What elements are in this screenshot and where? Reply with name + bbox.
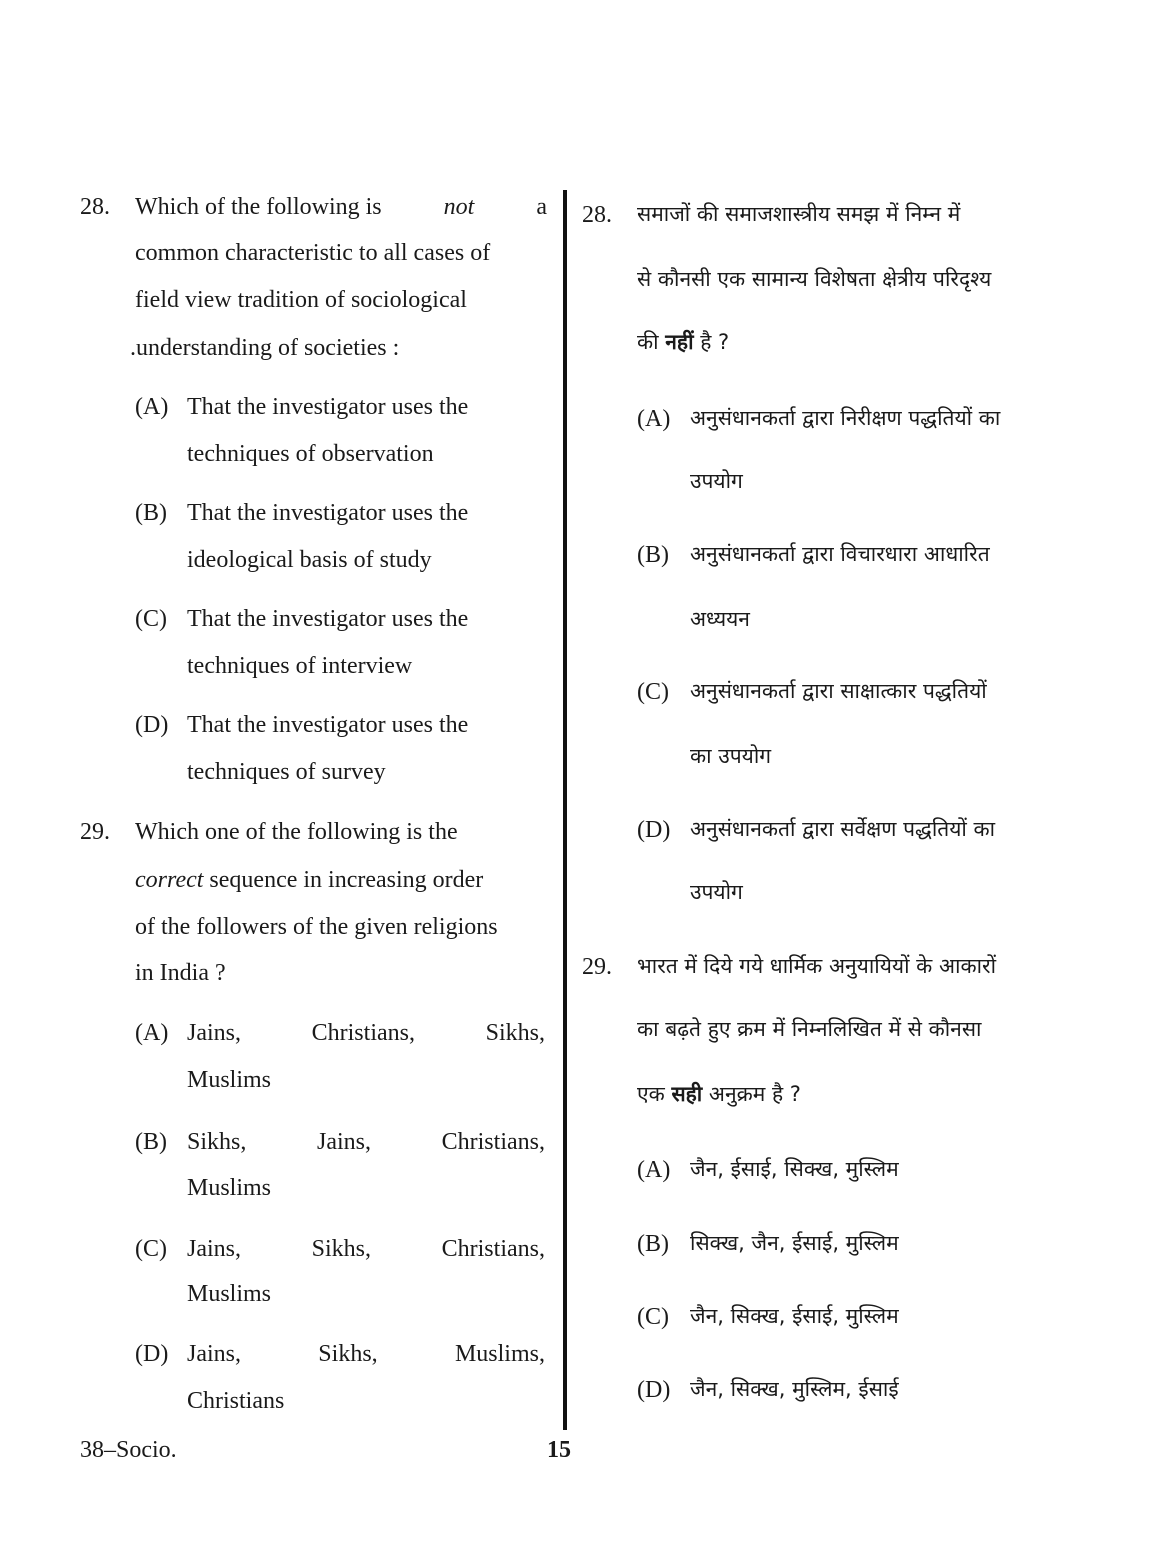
- option-label: (B): [637, 1231, 669, 1257]
- option-text: techniques of observation: [187, 441, 434, 467]
- option-text: सिक्ख, जैन, ईसाई, मुस्लिम: [690, 1231, 899, 1255]
- option-label: (A): [637, 1157, 671, 1183]
- english-column: [0, 0, 560, 1548]
- option-text: जैन, ईसाई, सिक्ख, मुस्लिम: [690, 1157, 899, 1181]
- option-text: Christians: [187, 1388, 285, 1414]
- option-words: Sikhs, Jains, Christians,: [187, 1129, 545, 1155]
- column-divider: [563, 190, 567, 1430]
- option-words: Jains, Sikhs, Christians,: [187, 1236, 545, 1262]
- option-text: That the investigator uses the: [187, 712, 469, 738]
- question-29-hindi-line-3: एक सही अनुक्रम है ?: [637, 1082, 801, 1106]
- booklet-code: 38–Socio.: [80, 1437, 177, 1463]
- question-28-number: 28.: [80, 194, 110, 220]
- emphasis-not: not: [443, 194, 475, 220]
- option-text: Muslims: [187, 1067, 272, 1093]
- option-text: अनुसंधानकर्ता द्वारा विचारधारा आधारित: [690, 542, 990, 566]
- option-label: (C): [637, 679, 669, 705]
- question-29-stem-line-4: in India ?: [135, 960, 226, 986]
- question-29-hindi-line-2: का बढ़ते हुए क्रम में निम्नलिखित में से कौनसा: [637, 1017, 982, 1041]
- option-text: उपयोग: [690, 469, 743, 493]
- option-text: अनुसंधानकर्ता द्वारा सर्वेक्षण पद्धतियों का: [690, 817, 996, 841]
- question-28-hindi-line-3: की नहीं है ?: [637, 330, 730, 354]
- option-label: (B): [637, 542, 669, 568]
- option-label: (A): [135, 394, 169, 420]
- page-number: 15: [547, 1437, 571, 1463]
- option-label: (B): [135, 1129, 167, 1155]
- emphasis-sahi: सही: [671, 1082, 703, 1106]
- emphasis-nahin: नहीं: [665, 330, 694, 354]
- option-text: उपयोग: [690, 880, 743, 904]
- option-text: अध्ययन: [690, 607, 750, 631]
- option-text: That the investigator uses the: [187, 606, 469, 632]
- question-29-stem-line-1: Which one of the following is the: [135, 819, 458, 845]
- option-text: That the investigator uses the: [187, 500, 469, 526]
- option-text: techniques of interview: [187, 653, 413, 679]
- question-28-hindi-line-2: से कौनसी एक सामान्य विशेषता क्षेत्रीय परिदृश्य: [637, 267, 992, 291]
- question-28-stem-line-4: .understanding of societies :: [130, 335, 400, 361]
- option-label: (B): [135, 500, 167, 526]
- question-29-hindi-line-1: भारत में दिये गये धार्मिक अनुयायियों के आकारों: [637, 954, 997, 978]
- option-label: (C): [637, 1304, 669, 1330]
- option-words: Jains, Christians, Sikhs,: [187, 1020, 545, 1046]
- option-label: (C): [135, 1236, 167, 1262]
- question-29-stem-line-3: of the followers of the given religions: [135, 914, 498, 940]
- question-28-number-hindi: 28.: [582, 202, 612, 228]
- option-label: (D): [135, 712, 169, 738]
- option-text: ideological basis of study: [187, 547, 432, 573]
- option-label: (C): [135, 606, 167, 632]
- option-text: का उपयोग: [690, 744, 772, 768]
- option-text: जैन, सिक्ख, मुस्लिम, ईसाई: [690, 1377, 899, 1401]
- question-29-number: 29.: [80, 819, 110, 845]
- option-text: That the investigator uses the: [187, 394, 469, 420]
- question-28-stem-line-3: field view tradition of sociological: [135, 287, 467, 313]
- option-text: techniques of survey: [187, 759, 386, 785]
- option-text: जैन, सिक्ख, ईसाई, मुस्लिम: [690, 1304, 899, 1328]
- option-label: (D): [637, 1377, 671, 1403]
- question-29-stem-line-2: correct sequence in increasing order: [135, 867, 484, 893]
- option-label: (D): [135, 1341, 169, 1367]
- question-28-stem-line-2: common characteristic to all cases of: [135, 240, 491, 266]
- option-label: (D): [637, 817, 671, 843]
- option-words: Jains, Sikhs, Muslims,: [187, 1341, 545, 1367]
- emphasis-correct: correct: [135, 867, 204, 893]
- option-label: (A): [135, 1020, 169, 1046]
- question-28-hindi-line-1: समाजों की समाजशास्त्रीय समझ में निम्न में: [637, 202, 961, 226]
- question-28-stem-line-1: Which of the following is not a: [135, 194, 547, 220]
- option-text: अनुसंधानकर्ता द्वारा साक्षात्कार पद्धतियों: [690, 679, 987, 703]
- option-text: अनुसंधानकर्ता द्वारा निरीक्षण पद्धतियों का: [690, 406, 1001, 430]
- question-29-number-hindi: 29.: [582, 954, 612, 980]
- option-text: Muslims: [187, 1281, 272, 1307]
- option-text: Muslims: [187, 1175, 272, 1201]
- option-label: (A): [637, 406, 671, 432]
